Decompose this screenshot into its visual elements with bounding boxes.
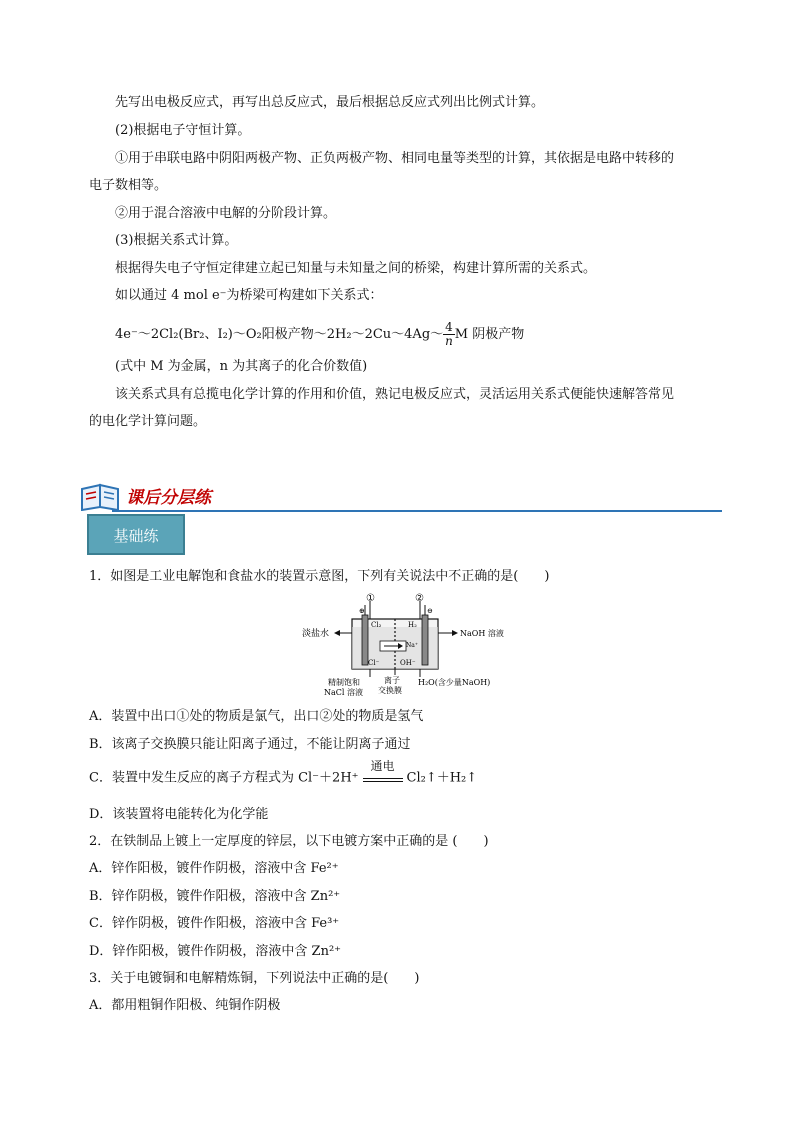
question-2-stem: 2．在铁制品上镀上一定厚度的锌层，以下电镀方案中正确的是 ( ): [89, 834, 489, 849]
left-outlet-label: 淡盐水: [302, 629, 330, 639]
question-3-option-a: A．都用粗铜作阳极、纯铜作阴极: [89, 998, 281, 1013]
membrane-label-2: 交换膜: [378, 686, 402, 695]
question-2-option-a: A．锌作阳极，镀件作阴极，溶液中含 Fe²⁺: [89, 861, 339, 876]
intro-paragraph-3-cont: 电子数相等。: [89, 178, 168, 193]
section-title: 课后分层练: [126, 488, 211, 508]
intro-paragraph-9: 该关系式具有总揽电化学计算的作用和价值，熟记电极反应式，灵活运用关系式便能快速解答常见: [115, 387, 675, 402]
relation-formula: [115, 320, 524, 350]
cation-label: Na⁺: [406, 642, 418, 649]
h2-label: H₂: [408, 621, 417, 629]
left-inlet-label-1: 精制饱和: [328, 678, 360, 687]
electrolysis-cell-diagram: [300, 593, 510, 698]
question-1-option-a: A．装置中出口①处的物质是氯气，出口②处的物质是氢气: [89, 709, 424, 724]
left-inlet-label-2: NaCl 溶液: [324, 688, 363, 697]
cathode-sign: ⊖: [427, 607, 433, 615]
outlet-2-label: ②: [415, 593, 424, 604]
hydroxide-label: OH⁻: [400, 659, 416, 667]
question-1-stem: 1．如图是工业电解饱和食盐水的装置示意图，下列有关说法中不正确的是( ): [89, 569, 550, 584]
formula-left: 4e⁻～2Cl₂(Br₂、I₂)～O₂阳极产物～2H₂～2Cu～4Ag～: [115, 327, 444, 342]
fraction-denominator: n: [445, 334, 453, 348]
right-outlet-label: NaOH 溶液: [460, 629, 504, 638]
intro-paragraph-3: ①用于串联电路中阴阳两极产物、正负两极产物、相同电量等类型的计算，其依据是电路中转移的: [115, 151, 675, 166]
option-c-right: Cl₂↑＋H₂↑: [406, 770, 478, 786]
membrane-label-1: 离子: [384, 676, 400, 685]
question-1-option-d: D．该装置将电能转化为化学能: [89, 807, 269, 822]
intro-paragraph-9-cont: 的电化学计算问题。: [89, 414, 207, 429]
book-icon: [80, 481, 122, 511]
cl2-label: Cl₂: [371, 621, 382, 629]
outlet-1-label: ①: [366, 593, 375, 604]
question-2-option-b: B．锌作阴极，镀件作阳极，溶液中含 Zn²⁺: [89, 889, 341, 904]
intro-paragraph-6: 根据得失电子守恒定律建立起已知量与未知量之间的桥梁，构建计算所需的关系式。: [115, 261, 597, 276]
right-inlet-label: H₂O(含少量NaOH): [418, 678, 491, 687]
option-c-left: C．装置中发生反应的离子方程式为 Cl⁻＋2H⁺: [89, 770, 359, 786]
section-header: [80, 481, 722, 513]
chloride-label: Cl⁻: [368, 659, 380, 667]
intro-paragraph-1: 先写出电极反应式，再写出总反应式，最后根据总反应式列出比例式计算。: [115, 95, 545, 110]
tab-basic-practice[interactable]: 基础练: [87, 514, 185, 555]
section-divider: [112, 510, 722, 512]
question-1-option-c: [89, 759, 478, 788]
anode-sign: ⊕: [359, 607, 365, 615]
intro-paragraph-4: ②用于混合溶液中电解的分阶段计算。: [115, 206, 337, 221]
electrolysis-equals: [363, 759, 403, 787]
intro-heading-relation: (3)根据关系式计算。: [115, 233, 238, 248]
intro-paragraph-7: 如以通过 4 mol e⁻为桥梁可构建如下关系式：: [115, 288, 383, 303]
formula-fraction: [443, 321, 455, 348]
question-2-option-c: C．锌作阴极，镀件作阳极，溶液中含 Fe³⁺: [89, 916, 340, 931]
intro-heading-electron-conservation: (2)根据电子守恒计算。: [115, 123, 251, 138]
formula-right: M 阴极产物: [454, 327, 525, 342]
fraction-numerator: 4: [445, 320, 453, 334]
intro-paragraph-8: (式中 M 为金属，n 为其离子的化合价数值): [115, 359, 368, 374]
electrolysis-condition: 通电: [370, 759, 395, 773]
question-1-option-b: B．该离子交换膜只能让阳离子通过，不能让阴离子通过: [89, 737, 411, 752]
question-3-stem: 3．关于电镀铜和电解精炼铜，下列说法中正确的是( ): [89, 971, 420, 986]
question-2-option-d: D．锌作阳极，镀件作阴极，溶液中含 Zn²⁺: [89, 944, 342, 959]
